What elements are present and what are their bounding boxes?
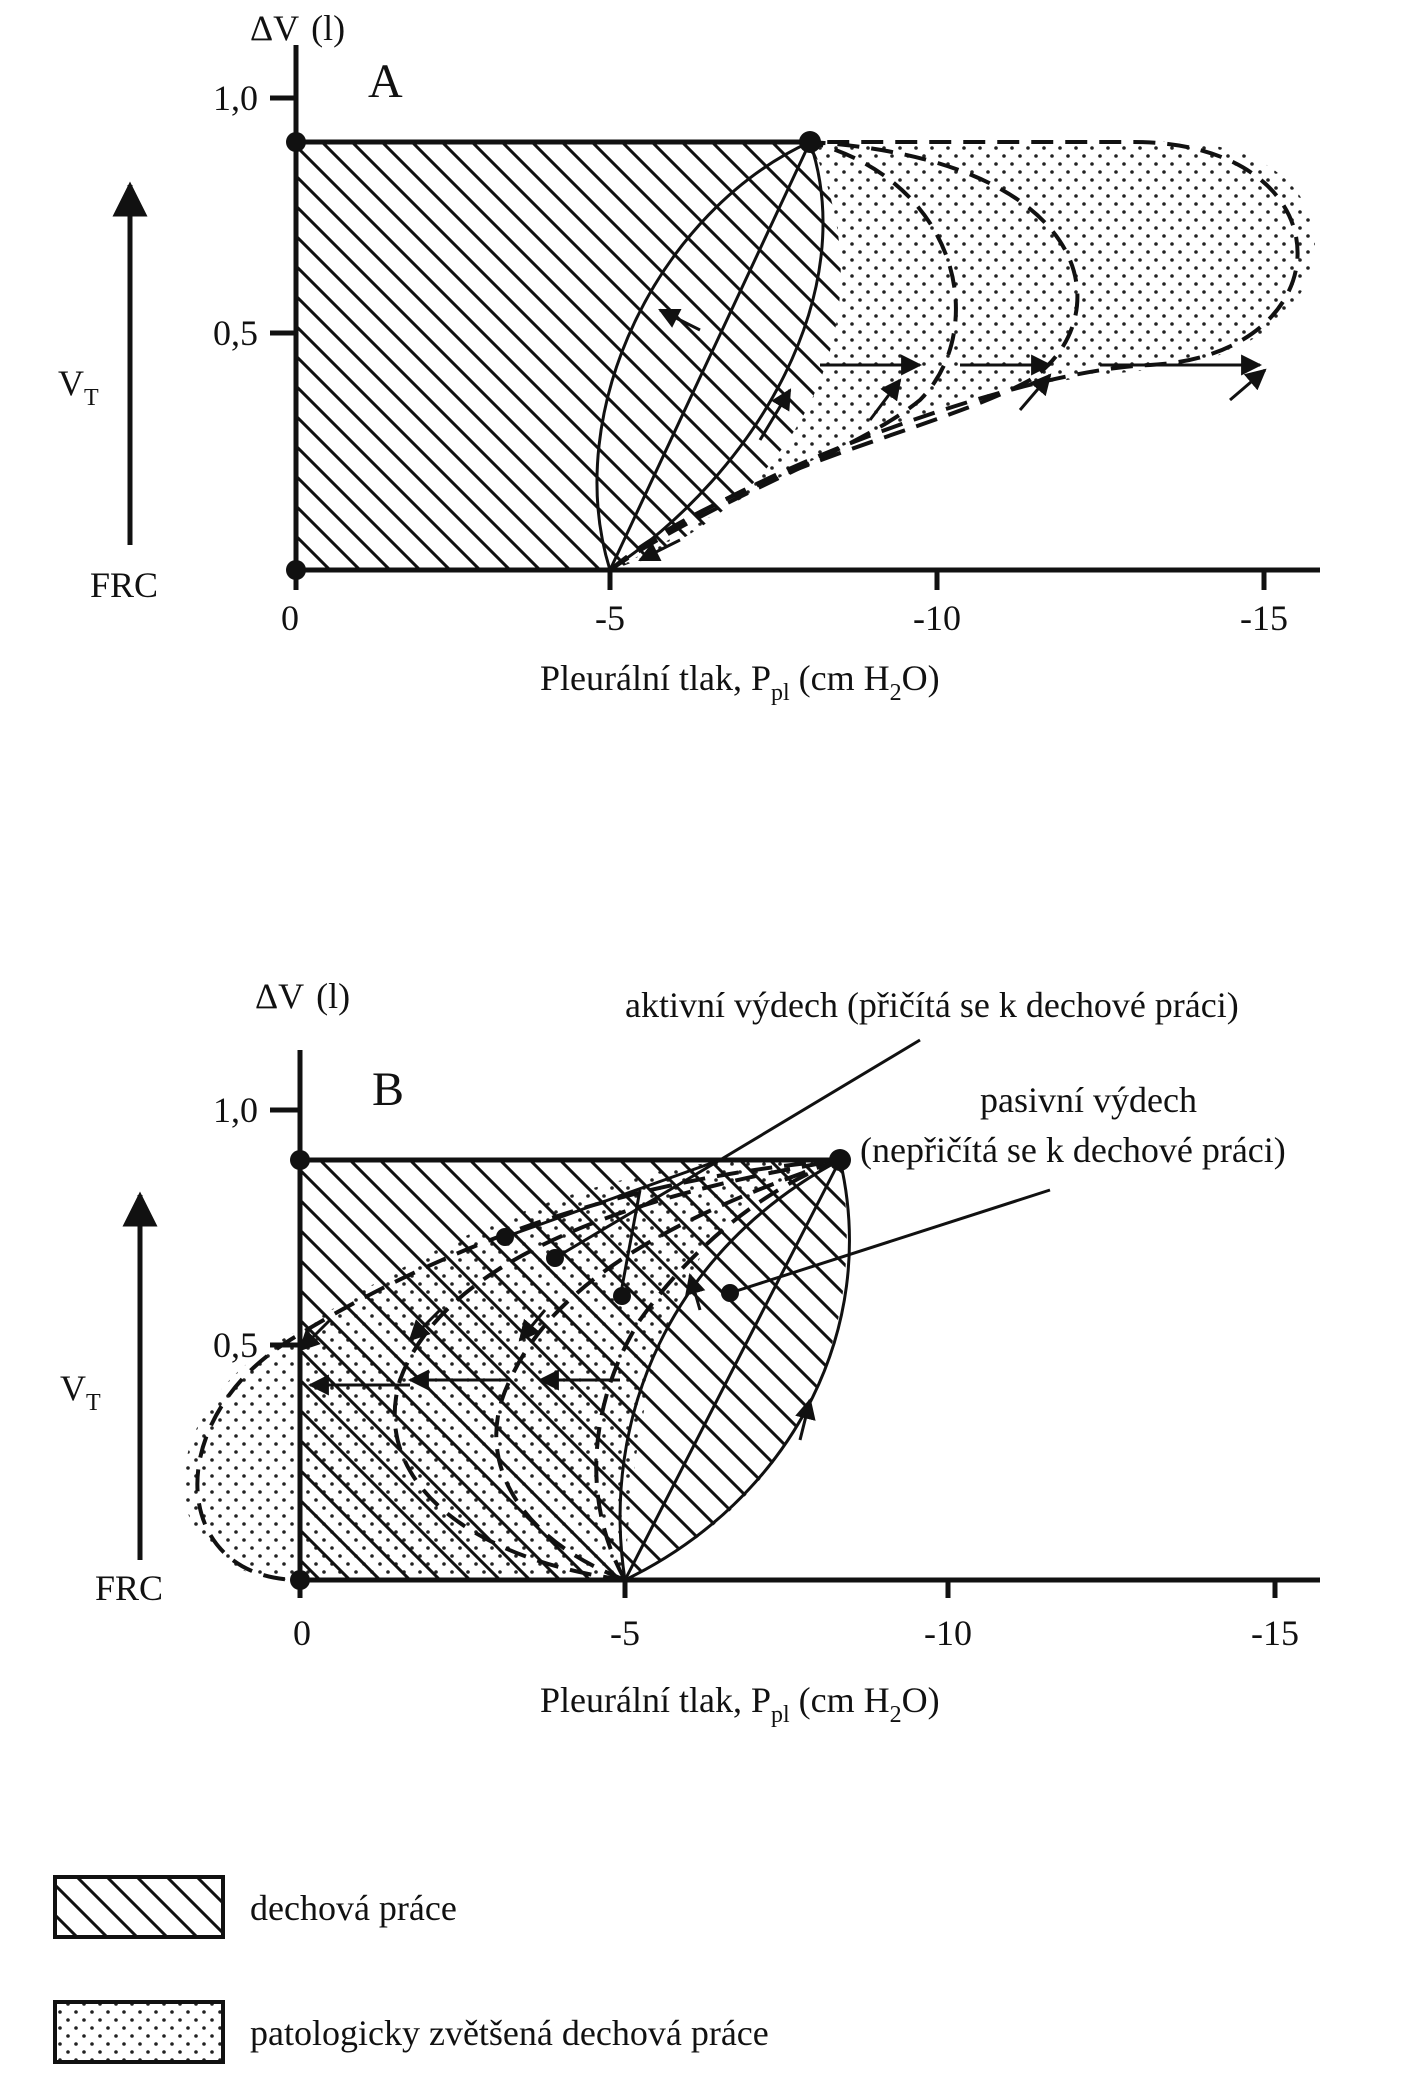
panel-b-letter: B: [372, 1063, 405, 1116]
panel-a-letter: A: [368, 55, 403, 108]
panel-b-y-tick-1: 1,0: [213, 1090, 258, 1130]
legend-dots-swatch: [55, 2002, 223, 2062]
panel-b: [60, 976, 1320, 1728]
svg-text:ΔV(l): ΔV (l): [250, 8, 346, 48]
panel-a-x-tick-0: 0: [281, 598, 299, 638]
panel-a-x-label: Pleurální tlak, $P_{pl}$ (cm $H_2O$): [540, 658, 940, 706]
panel-b-y-label: ΔV: [255, 976, 305, 1016]
passive-exhale-annotation-line1: pasivní výdech: [980, 1080, 1197, 1120]
panel-b-x-tick-0: 0: [293, 1613, 311, 1653]
svg-text:ΔV(l): ΔV (l): [255, 976, 351, 1016]
panel-a-y-tick-05: 0,5: [213, 313, 258, 353]
legend: [55, 1877, 769, 2062]
active-exhale-annotation: aktivní výdech (přičítá se k dechové práci): [625, 985, 1239, 1025]
panel-b-work-area: [300, 1160, 847, 1580]
panel-a-y-tick-1: 1,0: [213, 78, 258, 118]
panel-a-vt-label: $V_T$: [58, 363, 99, 411]
panel-a-work-area: [296, 142, 841, 570]
panel-a: [58, 8, 1320, 706]
panel-b-y-tick-05: 0,5: [213, 1325, 258, 1365]
panel-a-x-tick-15: -15: [1240, 598, 1288, 638]
panel-a-y-label: ΔV: [250, 8, 300, 48]
panel-b-x-tick-5: -5: [610, 1613, 640, 1653]
legend-label-work: dechová práce: [250, 1888, 457, 1928]
panel-a-frc-label: FRC: [90, 565, 159, 605]
legend-label-pathological: patologicky zvětšená dechová práce: [250, 2013, 769, 2053]
legend-hatch-swatch: [55, 1877, 223, 1937]
panel-a-x-tick-5: -5: [595, 598, 625, 638]
passive-exhale-annotation-line2: (nepřičítá se k dechové práci): [860, 1130, 1286, 1170]
panel-b-x-tick-15: -15: [1251, 1613, 1299, 1653]
panel-b-x-tick-10: -10: [924, 1613, 972, 1653]
panel-b-vt-label: $V_T$: [60, 1368, 101, 1416]
panel-b-frc-label: FRC: [95, 1568, 164, 1608]
panel-b-x-label: Pleurální tlak, $P_{pl}$ (cm $H_2O$): [540, 1680, 940, 1728]
panel-a-x-tick-10: -10: [913, 598, 961, 638]
